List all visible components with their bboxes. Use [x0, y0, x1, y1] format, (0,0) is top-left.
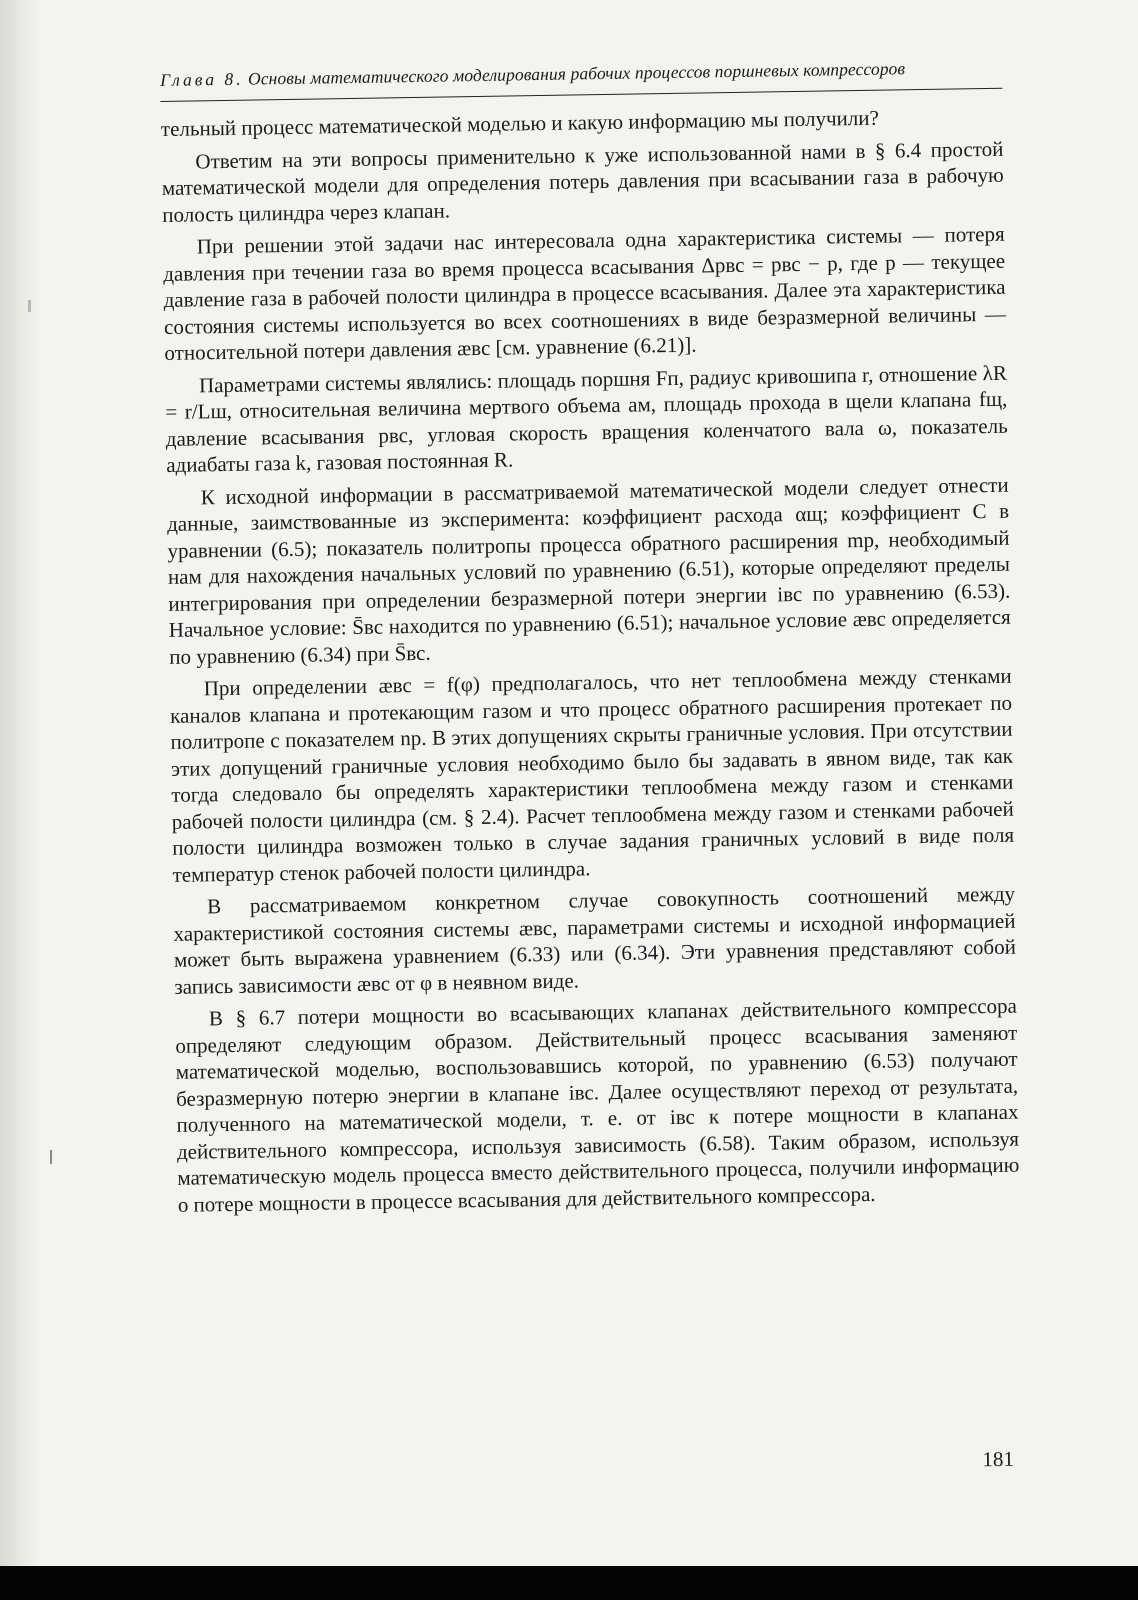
page-body — [161, 103, 1020, 1218]
paragraph: В рассматриваемом конкретном случае совокупность соотношений между характеристикой состояния системы æвс, параметрами системы и исходной информацией может быть выражена уравнением (6.33) или (6.34). Эти уравнения представляют собой запись зависимости æвс от φ в неявном виде. — [173, 881, 1017, 999]
paragraph: Параметрами системы являлись: площадь поршня Fп, радиус кривошипа r, отношение λR = r/Lш, относительная величина мертвого объема aм, площадь прохода в щели клапана fщ, давление всасывания pвс, угловая скорость вращения коленчатого вала ω, показатель адиабаты газа k, газовая постоянная R. — [165, 360, 1008, 477]
paragraph: В § 6.7 потери мощности во всасывающих клапанах действительного компрессора определяют следующим образом. Действительный процесс всасывания заменяют математической моделью, воспользовавшись которой, по уравнению (6.53) получают безразмерную потерю энергии в клапане iвс. Далее осуществляют переход от результата, полученного на математической модели, т. е. от iвс к потере мощности в клапанах действительного компрессора, используя зависимость (6.58). Таким образом, используя математическую модель процесса вместо действительного процесса, получили информацию о потере мощности в процессе всасывания для действительного компрессора. — [175, 993, 1020, 1217]
paragraph: При определении æвс = f(φ) предполагалось, что нет теплообмена между стенками каналов клапана и протекающим газом и что процесс обратного расширения протекает по политропе с показателем nр. В этих допущениях скрыты граничные условия. При отсутствии этих допущений граничные условия необходимо было бы задавать в явном виде, так как тогда следовало бы определять характеристики теплообмена между газом и стенками рабочей полости цилиндра (см. § 2.4). Расчет теплообмена между газом и стенками рабочей полости цилиндра возможен только в случае задания граничных условий в виде поля температур стенок рабочей полости цилиндра. — [169, 663, 1015, 887]
page-number: 181 — [982, 1446, 1015, 1472]
scan-left-edge — [0, 0, 42, 1600]
scan-bottom-edge — [0, 1566, 1138, 1600]
scan-mark — [50, 1150, 52, 1164]
scan-mark — [28, 300, 31, 312]
chapter-title: Основы математического моделирования рабочих процессов поршневых компрессоров — [247, 58, 906, 89]
paragraph: тельный процесс математической моделью и какую информацию мы получили? — [160, 105, 880, 141]
paragraph: К исходной информации в рассматриваемой математической модели следует отнести данные, заимствованные из эксперимента: коэффициент расхода αщ; коэффициент C в уравнении (6.5); показатель политропы процесса обратного расширения mр, необходимый нам для нахождения начальных условий по уравнению (6.51), которые определяют пределы интегрирования при определении безразмерной потери энергии iвс по уравнению (6.53). Начальное условие: S̄вс находится по уравнению (6.51); начальное условие æвс определяется по уравнению (6.34) при S̄вс. — [166, 472, 1011, 669]
chapter-label: Глава 8. — [160, 68, 244, 90]
paragraph: При решении этой задачи нас интересовала одна характеристика системы — потеря давления при течении газа во время процесса всасывания Δpвс = pвс − p, где p — текущее давление газа в рабочей полости цилиндра в процессе всасывания. Далее эта характеристика состояния системы используется во всех соотношениях в виде безразмерной величины — относительной потери давления æвс [см. уравнение (6.21)]. — [163, 221, 1007, 365]
running-head — [160, 57, 1002, 102]
book-page — [160, 57, 1020, 1472]
paragraph: Ответим на эти вопросы применительно к уже использованной нами в § 6.4 простой математической модели для определения потерь давления при всасывании газа в рабочую полость цилиндра через клапан. — [161, 136, 1004, 227]
